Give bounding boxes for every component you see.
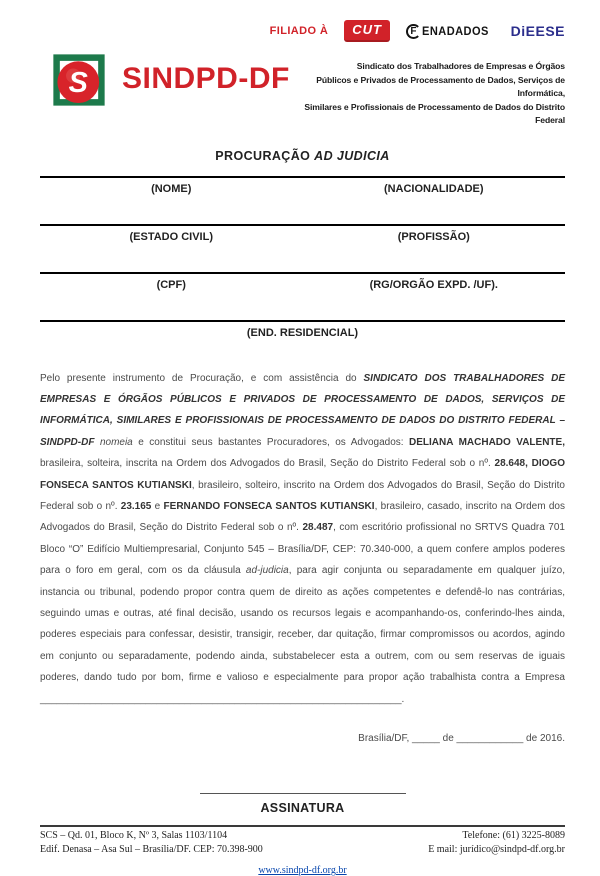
signature-line <box>200 793 406 794</box>
procuracao-body-paragraph: Pelo presente instrumento de Procuração, e com assistência do SINDICATO DOS TRABALHADORES DE EMPRESAS E ÓRGÃOS PÚBLICOS E PRIVADOS DE PROCESSAMENTO DE DADOS, SERVIÇOS DE INFORMÁTICA, SIMILARES E PROFISSIONAIS DE PROCESSAMENTO DE DADOS DO DISTRITO FEDERAL – SINDPD-DF nomeia e constitui seus bastantes Procuradores, os Advogados: DELIANA MACHADO VALENTE, brasileira, solteira, inscrita na Ordem dos Advogados do Brasil, Seção do Distrito Federal sob o nº. 28.648, DIOGO FONSECA SANTOS KUTIANSKI, brasileiro, solteiro, inscrito na Ordem dos Advogados do Brasil, Seção do Distrito Federal sob o nº. 23.165 e FERNANDO FONSECA SANTOS KUTIANSKI, brasileiro, casado, inscrito na Ordem dos Advogados do Brasil, Seção do Distrito Federal sob o nº. 28.487, com escritório profissional no SRTVS Quadra 701 Bloco “O” Edifício Multiempresarial, Conjunto 545 – Brasília/DF, CEP: 70.340-000, a quem confere amplos poderes para o foro em geral, com os da cláusula ad-judicia, para agir conjunta ou separadamente em qualquer juízo, instancia ou tribunal, podendo propor contra quem de direito as ações competentes e defendê-lo nas contrárias, seguindo umas e outras, até final decisão, usando os recursos legais e acompanhando-os, conferindo-lhes ainda, poderes especiais para confessar, desistir, transigir, receber, dar quitação, firmar compromissos ou acordos, agindo em conjunto ou separadamente, podendo ainda, substabelecer esta a outrem, com ou sem reservas de iguais poderes, dando tudo por bom, firme e valioso e especialmente para propor ação trabalhista contra a Empresa _________________________________________________________________. <box>40 372 565 705</box>
signature-block <box>40 793 565 815</box>
org-description-line: Sindicato dos Trabalhadores de Empresas e Órgãos <box>356 61 565 71</box>
dieese-logo: DiEESE <box>510 23 565 39</box>
org-description-line: Públicos e Privados de Processamento de Dados, Serviços de Informática, <box>316 74 565 98</box>
field-label-rg: (RG/ORGÃO EXPD. /UF). <box>369 278 498 291</box>
filiado-a-label: FILIADO À <box>269 25 329 37</box>
logo-letter: S <box>68 67 88 100</box>
footer-address-line1: SCS – Qd. 01, Bloco K, Nº 3, Salas 1103/1104 <box>40 830 228 841</box>
fill-line <box>40 224 565 226</box>
date-line: Brasília/DF, _____ de ____________ de 2016. <box>358 733 565 744</box>
field-row-endereco <box>40 320 565 341</box>
field-label-nome: (NOME) <box>151 182 192 195</box>
field-label-cpf: (CPF) <box>156 278 186 291</box>
affiliation-bar <box>40 20 565 42</box>
footer-contact <box>428 829 565 856</box>
fill-line <box>40 320 565 322</box>
footer <box>40 825 565 856</box>
footer-address-line2: Edif. Denasa – Asa Sul – Brasília/DF. CEP: 70.398-900 <box>40 843 263 855</box>
fenadados-label: ENADADOS <box>421 24 489 38</box>
website-line <box>40 865 565 876</box>
signature-label: ASSINATURA <box>260 801 345 815</box>
field-label-end-residencial: (END. RESIDENCIAL) <box>246 326 359 339</box>
footer-address <box>40 829 263 856</box>
header <box>40 44 565 128</box>
org-description-line: Similares e Profissionais de Processamento de Dados do Distrito Federal <box>304 101 565 125</box>
title-main: PROCURAÇÃO <box>215 148 315 163</box>
cut-logo: CUT <box>344 20 390 42</box>
fill-line <box>40 272 565 274</box>
field-row-cpf-rg <box>40 272 565 293</box>
field-row-nome-nacionalidade <box>40 176 565 197</box>
field-row-estadocivil-profissao <box>40 224 565 245</box>
website-link[interactable]: www.sindpd-df.org.br <box>258 865 347 876</box>
field-label-estado-civil: (ESTADO CIVIL) <box>129 230 213 243</box>
fenadados-logo <box>406 24 495 39</box>
org-description <box>290 60 565 128</box>
footer-email: E mail: jurídico@sindpd-df.org.br <box>428 843 565 855</box>
field-label-profissao: (PROFISSÃO) <box>397 230 470 243</box>
footer-phone: Telefone: (61) 3225-8089 <box>462 830 565 841</box>
sindpd-logo-icon <box>40 44 118 116</box>
field-label-nacionalidade: (NACIONALIDADE) <box>383 182 484 195</box>
fill-line <box>40 176 565 178</box>
fenadados-f-icon: F <box>406 24 421 39</box>
form-fields <box>40 176 565 341</box>
page-title <box>40 149 565 163</box>
brand-name: SINDPD-DF <box>122 62 290 95</box>
title-italic: AD JUDICIA <box>314 148 390 163</box>
